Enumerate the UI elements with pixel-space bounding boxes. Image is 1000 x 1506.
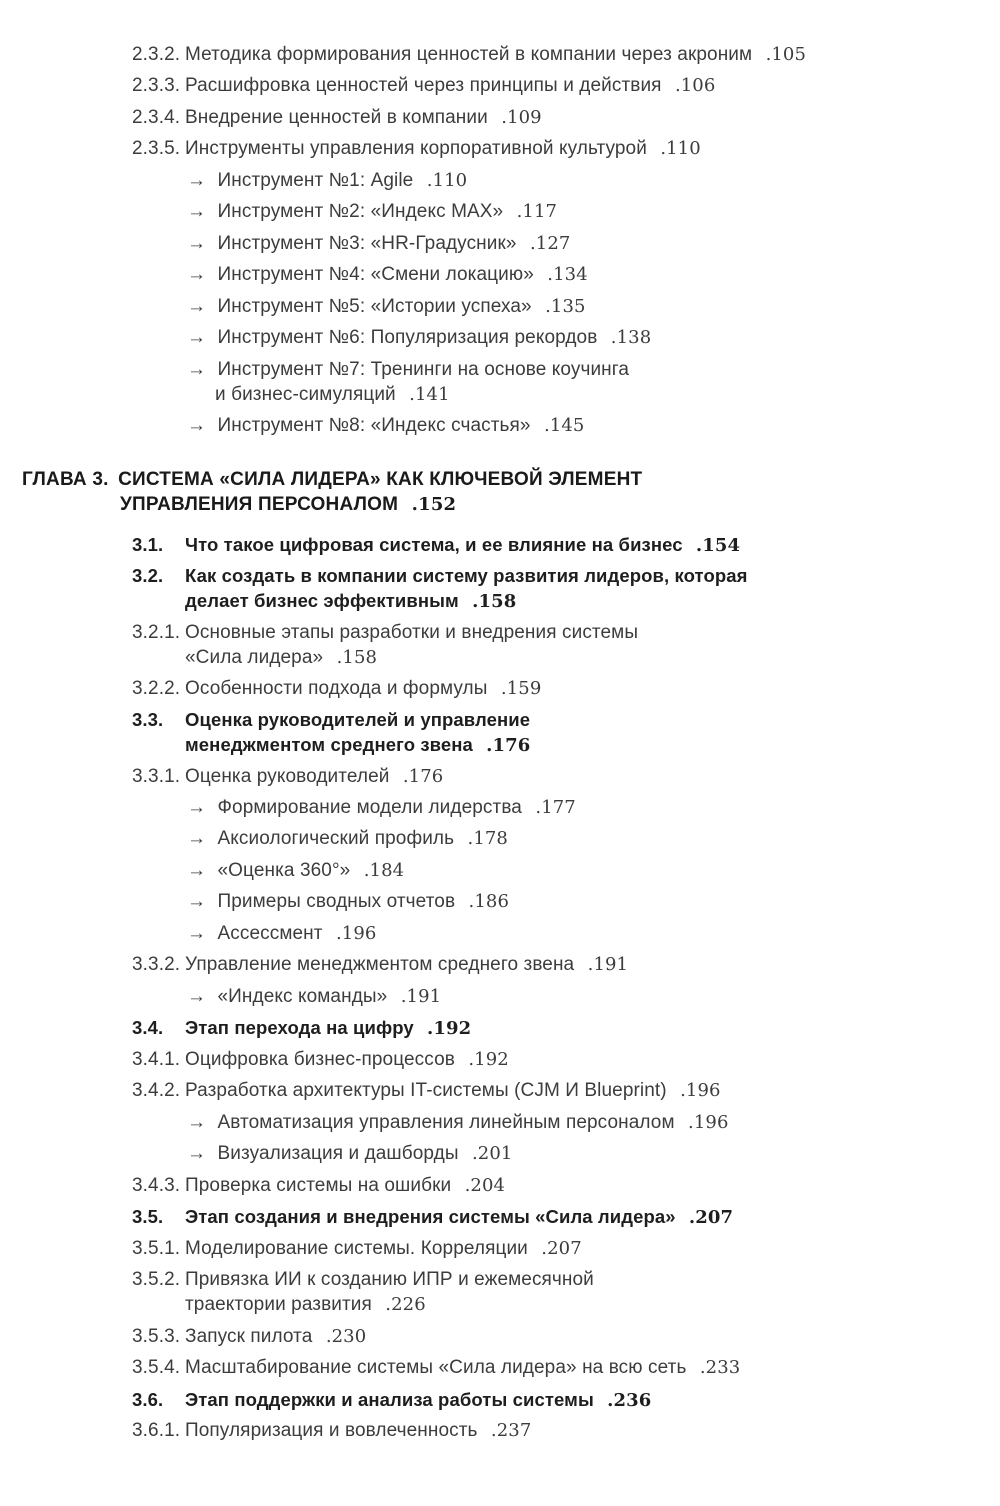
toc-entry[interactable] <box>132 676 541 701</box>
entry-number: 2.3.2. <box>132 44 181 65</box>
entry-page: .106 <box>674 75 716 96</box>
section-number: 3.6. <box>132 1389 164 1410</box>
entry-page: .186 <box>468 891 510 912</box>
chapter-title-continued: УПРАВЛЕНИЯ ПЕРСОНАЛОМ <box>120 494 399 515</box>
chapter-heading-continuation[interactable] <box>120 492 456 517</box>
toc-subentry[interactable] <box>187 262 588 287</box>
entry-page: .233 <box>699 1357 741 1378</box>
entry-title: Инструмент №7: Тренинги на основе коучинга <box>217 359 630 380</box>
entry-number: 3.4.2. <box>132 1080 181 1101</box>
toc-subentry[interactable] <box>187 231 570 256</box>
entry-title: Инструмент №2: «Индекс MAX» <box>217 201 504 222</box>
entry-title: Привязка ИИ к созданию ИПР и ежемесячной <box>185 1269 594 1290</box>
entry-page: .196 <box>680 1080 721 1101</box>
entry-number: 2.3.4. <box>132 107 181 128</box>
entry-page: .192 <box>468 1049 509 1070</box>
entry-title: Разработка архитектуры IT-системы (CJM И Blueprint) <box>185 1080 667 1101</box>
entry-title: Проверка системы на ошибки <box>185 1175 452 1196</box>
entry-page: .177 <box>535 797 576 818</box>
entry-page: .237 <box>490 1420 532 1441</box>
entry-title: Расшифровка ценностей через принципы и действия <box>185 75 662 96</box>
arrow-right-icon: → <box>187 170 207 191</box>
toc-section[interactable] <box>132 707 530 732</box>
entry-page: .105 <box>765 44 807 65</box>
entry-number: 3.3.2. <box>132 954 181 975</box>
entry-page: .230 <box>325 1326 367 1347</box>
section-page: .192 <box>427 1018 472 1039</box>
entry-number: 3.5.4. <box>132 1357 181 1378</box>
entry-page: .191 <box>587 954 629 975</box>
entry-title: Оцифровка бизнес-процессов <box>185 1049 455 1070</box>
toc-entry[interactable] <box>132 620 638 645</box>
entry-page: .176 <box>402 766 444 787</box>
entry-title-continued: траектории развития <box>185 1294 372 1315</box>
section-title-continued: делает бизнес эффективным <box>185 590 459 611</box>
entry-number: 3.5.2. <box>132 1269 181 1290</box>
toc-entry[interactable] <box>132 1355 740 1380</box>
entry-title: Примеры сводных отчетов <box>217 891 456 912</box>
arrow-right-icon: → <box>187 828 207 849</box>
entry-title: «Индекс команды» <box>217 986 388 1007</box>
entry-number: 3.2.1. <box>132 622 181 643</box>
toc-subentry[interactable] <box>187 199 557 224</box>
arrow-right-icon: → <box>187 860 207 881</box>
toc-section[interactable] <box>132 563 748 588</box>
entry-title: Автоматизация управления линейным персоналом <box>217 1112 675 1133</box>
toc-section[interactable] <box>132 1204 733 1230</box>
entry-number: 3.3.1. <box>132 766 181 787</box>
section-number: 3.4. <box>132 1017 164 1038</box>
toc-entry[interactable] <box>132 952 628 977</box>
chapter-label: ГЛАВА 3. <box>22 469 109 490</box>
entry-title: Особенности подхода и формулы <box>185 678 488 699</box>
entry-page: .109 <box>501 107 542 128</box>
arrow-right-icon: → <box>187 797 207 818</box>
toc-section-continuation[interactable] <box>185 732 530 758</box>
arrow-right-icon: → <box>187 1112 207 1133</box>
entry-title: Запуск пилота <box>185 1326 313 1347</box>
arrow-right-icon: → <box>187 327 207 348</box>
entry-number: 2.3.5. <box>132 138 181 159</box>
entry-number: 3.2.2. <box>132 678 181 699</box>
entry-number: 2.3.3. <box>132 75 181 96</box>
entry-page: .141 <box>409 384 450 405</box>
toc-subentry[interactable] <box>187 858 404 883</box>
entry-title: Управление менеджментом среднего звена <box>185 954 575 975</box>
section-title: Этап создания и внедрения системы «Сила лидера» <box>185 1206 676 1227</box>
section-title-continued: менеджментом среднего звена <box>185 734 473 755</box>
toc-subentry[interactable] <box>187 795 576 820</box>
entry-title: Оценка руководителей <box>185 766 390 787</box>
entry-number: 3.5.1. <box>132 1238 181 1259</box>
section-page: .176 <box>486 735 531 756</box>
toc-entry[interactable] <box>132 136 701 161</box>
entry-title: Ассессмент <box>217 923 323 944</box>
entry-title: Инструмент №4: «Смени локацию» <box>217 264 534 285</box>
section-number: 3.3. <box>132 709 164 730</box>
arrow-right-icon: → <box>187 891 207 912</box>
arrow-right-icon: → <box>187 1143 207 1164</box>
toc-subentry[interactable] <box>187 357 629 382</box>
entry-title-continued: и бизнес-симуляций <box>215 384 396 405</box>
section-number: 3.2. <box>132 565 164 586</box>
toc-subentry[interactable] <box>187 413 584 438</box>
arrow-right-icon: → <box>187 201 207 222</box>
toc-subentry[interactable] <box>187 1141 512 1166</box>
toc-subentry[interactable] <box>187 984 441 1009</box>
entry-number: 3.6.1. <box>132 1420 181 1441</box>
arrow-right-icon: → <box>187 415 207 436</box>
entry-title: Инструмент №1: Agile <box>217 170 414 191</box>
entry-title: Формирование модели лидерства <box>217 797 522 818</box>
entry-page: .110 <box>426 170 468 191</box>
entry-page: .191 <box>400 986 442 1007</box>
entry-title: Инструменты управления корпоративной культурой <box>185 138 647 159</box>
arrow-right-icon: → <box>187 264 207 285</box>
entry-page: .127 <box>529 233 571 254</box>
entry-title: Популяризация и вовлеченность <box>185 1420 478 1441</box>
section-page: .236 <box>607 1390 652 1411</box>
toc-entry-continuation[interactable] <box>185 1292 426 1317</box>
section-number: 3.1. <box>132 534 164 555</box>
entry-page: .196 <box>688 1112 729 1133</box>
toc-entry-continuation[interactable] <box>185 645 377 670</box>
toc-entry[interactable] <box>132 1418 531 1443</box>
entry-page: .117 <box>516 201 558 222</box>
toc-subentry[interactable] <box>187 325 651 350</box>
entry-page: .135 <box>545 296 586 317</box>
section-title: Оценка руководителей и управление <box>185 709 531 730</box>
entry-title: Основные этапы разработки и внедрения системы <box>185 622 639 643</box>
entry-title: Методика формирования ценностей в компании через акроним <box>185 44 753 65</box>
entry-number: 3.4.3. <box>132 1175 181 1196</box>
toc-subentry[interactable] <box>187 294 586 319</box>
entry-title: Аксиологический профиль <box>217 828 455 849</box>
toc-entry[interactable] <box>132 1047 509 1072</box>
toc-subentry[interactable] <box>187 826 508 851</box>
toc-entry[interactable] <box>132 1267 594 1292</box>
arrow-right-icon: → <box>187 986 207 1007</box>
section-page: .207 <box>688 1207 734 1228</box>
entry-title: Инструмент №6: Популяризация рекордов <box>217 327 598 348</box>
entry-title: Масштабирование системы «Сила лидера» на всю сеть <box>185 1357 687 1378</box>
arrow-right-icon: → <box>187 296 207 317</box>
toc-subentry-continuation[interactable] <box>215 382 450 407</box>
chapter-title: СИСТЕМА «СИЛА ЛИДЕРА» КАК КЛЮЧЕВОЙ ЭЛЕМЕНТ <box>118 469 643 490</box>
section-number: 3.5. <box>132 1206 164 1227</box>
toc-entry[interactable] <box>132 1324 366 1349</box>
entry-page: .201 <box>471 1143 513 1164</box>
entry-title: Внедрение ценностей в компании <box>185 107 488 128</box>
section-title: Этап поддержки и анализа работы системы <box>185 1389 594 1410</box>
toc-entry[interactable] <box>132 1173 505 1198</box>
entry-title: Инструмент №3: «HR-Градусник» <box>217 233 517 254</box>
entry-title: Инструмент №5: «Истории успеха» <box>217 296 532 317</box>
toc-subentry[interactable] <box>187 921 376 946</box>
section-title: Что такое цифровая система, и ее влияние на бизнес <box>185 534 683 555</box>
entry-page: .134 <box>547 264 588 285</box>
arrow-right-icon: → <box>187 233 207 254</box>
arrow-right-icon: → <box>187 923 207 944</box>
entry-page: .226 <box>385 1294 426 1315</box>
entry-page: .196 <box>335 923 377 944</box>
entry-page: .110 <box>660 138 701 159</box>
entry-page: .159 <box>500 678 542 699</box>
entry-number: 3.5.3. <box>132 1326 181 1347</box>
entry-title: Моделирование системы. Корреляции <box>185 1238 528 1259</box>
entry-page: .145 <box>543 415 585 436</box>
section-page: .154 <box>695 535 741 556</box>
toc-entry[interactable] <box>132 764 443 789</box>
toc-entry[interactable] <box>132 1236 582 1261</box>
entry-page: .184 <box>363 860 405 881</box>
chapter-heading[interactable] <box>22 467 642 492</box>
section-title: Этап перехода на цифру <box>185 1017 414 1038</box>
toc-subentry[interactable] <box>187 168 467 193</box>
toc-section[interactable] <box>132 1387 651 1413</box>
entry-page: .178 <box>467 828 508 849</box>
section-title: Как создать в компании систему развития лидеров, которая <box>185 565 748 586</box>
toc-section[interactable] <box>132 1015 471 1041</box>
entry-page: .158 <box>336 647 378 668</box>
entry-page: .204 <box>464 1175 506 1196</box>
toc-subentry[interactable] <box>187 1110 729 1135</box>
arrow-right-icon: → <box>187 359 207 380</box>
entry-title: Визуализация и дашборды <box>217 1143 459 1164</box>
entry-number: 3.4.1. <box>132 1049 181 1070</box>
toc-section-continuation[interactable] <box>185 588 516 614</box>
toc-entry[interactable] <box>132 42 806 67</box>
toc-entry[interactable] <box>132 73 715 98</box>
toc-subentry[interactable] <box>187 889 509 914</box>
chapter-page: .152 <box>411 494 457 515</box>
section-page: .158 <box>472 591 517 612</box>
toc-entry[interactable] <box>132 1078 721 1103</box>
entry-page: .138 <box>610 327 652 348</box>
toc-entry[interactable] <box>132 105 542 130</box>
entry-page: .207 <box>541 1238 582 1259</box>
entry-title: «Оценка 360°» <box>217 860 351 881</box>
entry-title-continued: «Сила лидера» <box>185 647 324 668</box>
entry-title: Инструмент №8: «Индекс счастья» <box>217 415 531 436</box>
toc-section[interactable] <box>132 532 740 558</box>
